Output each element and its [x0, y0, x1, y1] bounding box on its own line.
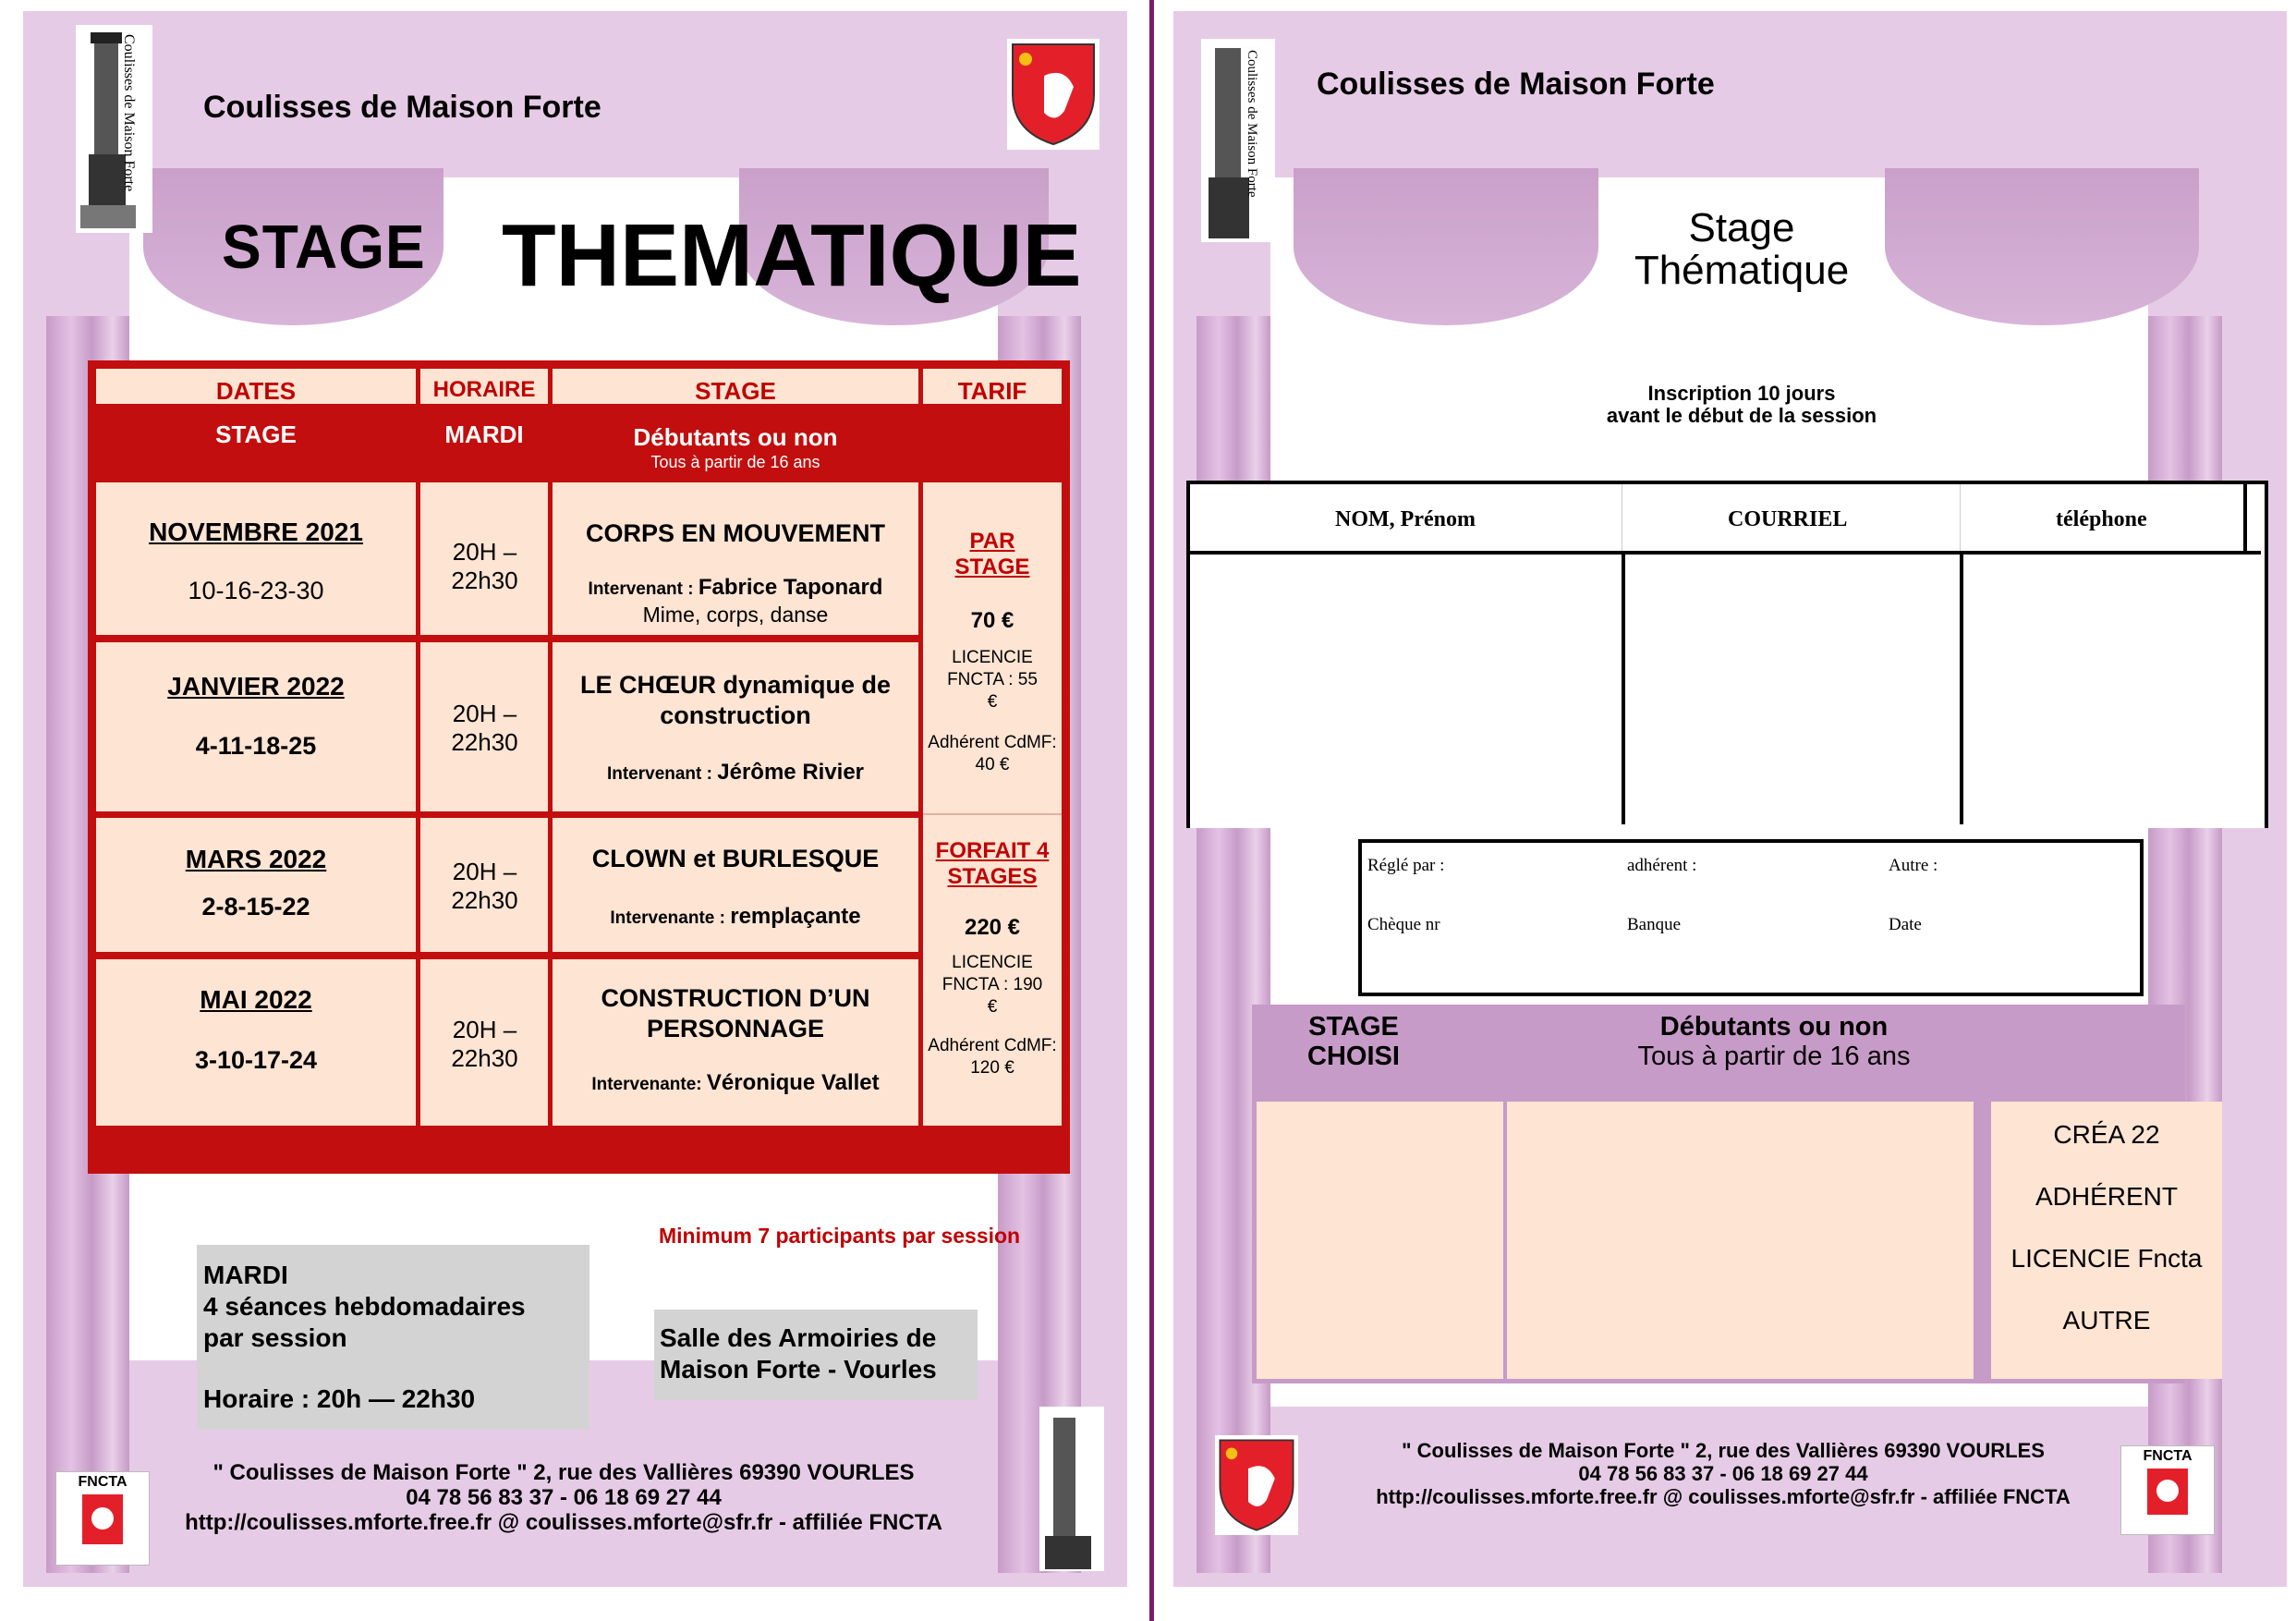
- left-drape-r: [1294, 168, 1598, 325]
- option-crea22[interactable]: CRÉA 22: [2053, 1120, 2160, 1149]
- choice-cell-stage[interactable]: [1257, 1102, 1503, 1379]
- tower-logo-r: [1201, 39, 1275, 242]
- tarif-forfait-licencie: LICENCIE FNCTA : 190 €: [941, 953, 1043, 1017]
- tarif-forfait-adherent: Adhérent CdMF: 120 €: [928, 1036, 1057, 1078]
- subheader-dates: STAGE: [215, 420, 297, 448]
- fncta-logo-icon: FNCTA: [55, 1471, 150, 1566]
- minimum-participants: Minimum 7 participants par session: [659, 1224, 1021, 1248]
- subheader-stage-note: Tous à partir de 16 ans: [650, 453, 820, 471]
- autre-label: Autre :: [1889, 856, 1938, 875]
- choice-cell-detail[interactable]: [1507, 1102, 1974, 1379]
- shield-icon: [1007, 39, 1099, 150]
- row1-intervenant: Intervenant : Fabrice Taponard: [588, 575, 883, 600]
- tarif-par-stage-licencie: LICENCIE FNCTA : 55 €: [947, 648, 1038, 712]
- date-label: Date: [1889, 915, 1922, 934]
- salle-line2: Maison Forte - Vourles: [660, 1355, 937, 1383]
- right-form: [1173, 11, 2287, 1587]
- regle-par-label: Réglé par :: [1367, 856, 1445, 875]
- tarif-forfait-price: 220 €: [964, 915, 1021, 940]
- option-autre[interactable]: AUTRE: [2062, 1306, 2151, 1335]
- header-stage: STAGE: [695, 377, 776, 405]
- row4-days: 3-10-17-24: [194, 1046, 318, 1074]
- tower-logo: [76, 25, 152, 233]
- row3-intervenant: Intervenante : remplaçante: [610, 904, 861, 929]
- left-footer: [162, 1460, 966, 1535]
- row1-extra: Mime, corps, danse: [642, 603, 829, 627]
- subheader-horaire: MARDI: [444, 420, 524, 448]
- right-drape-r: [1885, 168, 2199, 325]
- stage-choisi-label: STAGE CHOISI: [1307, 1012, 1400, 1071]
- row4-month: MAI 2022: [200, 985, 312, 1014]
- title-stage: STAGE: [222, 212, 426, 282]
- row4-stage-title: CONSTRUCTION D’UN PERSONNAGE: [601, 984, 870, 1042]
- row3-month: MARS 2022: [185, 845, 327, 873]
- page-divider: [1149, 0, 1154, 1621]
- tower-logo-bottom: [1039, 1407, 1104, 1571]
- row2-time: 20H – 22h30: [451, 700, 518, 756]
- row2-month: JANVIER 2022: [167, 672, 345, 701]
- fncta-logo-icon-r: FNCTA: [2120, 1445, 2215, 1535]
- footer-web-r: http://coulisses.mforte.free.fr @ coulisses.mforte@sfr.fr - affiliée FNCTA: [1376, 1485, 2071, 1508]
- logo-text: Coulisses de Maison Forte: [121, 34, 137, 192]
- input-nom-prenom[interactable]: [1190, 558, 1620, 824]
- row3-days: 2-8-15-22: [201, 893, 310, 920]
- salle-line1: Salle des Armoiries de: [660, 1323, 937, 1352]
- mardi-line1: MARDI: [203, 1261, 288, 1289]
- header-dates: DATES: [215, 377, 297, 405]
- col-courriel: COURRIEL: [1728, 507, 1848, 531]
- row2-stage-title: LE CHŒUR dynamique de construction: [579, 671, 892, 729]
- row4-intervenant: Intervenante: Véronique Vallet: [591, 1070, 880, 1095]
- tarif-par-stage-price: 70 €: [970, 608, 1014, 633]
- input-telephone[interactable]: [1965, 558, 2257, 824]
- tarif-par-stage-adherent: Adhérent CdMF: 40 €: [928, 733, 1057, 774]
- tarif-par-stage: PAR STAGE: [954, 529, 1030, 579]
- footer-phone: 04 78 56 83 37 - 06 18 69 27 44: [406, 1485, 722, 1510]
- header-horaire: HORAIRE: [432, 377, 536, 402]
- footer-address: " Coulisses de Maison Forte " 2, rue des Vallières 69390 VOURLES: [213, 1460, 915, 1485]
- title-thematique: THEMATIQUE: [502, 206, 1082, 305]
- input-courriel[interactable]: [1627, 558, 1958, 824]
- shield-icon-bottom: [1215, 1434, 1298, 1536]
- mardi-box: [197, 1245, 589, 1430]
- payment-box: [1358, 839, 2144, 996]
- row4-time: 20H – 22h30: [451, 1016, 518, 1072]
- mardi-line2: 4 séances hebdomadaires: [203, 1292, 526, 1321]
- form-title: [1603, 207, 1880, 292]
- org-title: Coulisses de Maison Forte: [203, 90, 601, 125]
- row1-stage-title: CORPS EN MOUVEMENT: [585, 519, 886, 547]
- org-title-r: Coulisses de Maison Forte: [1317, 67, 1715, 102]
- logo-text-r: Coulisses de Maison Forte: [1245, 50, 1259, 198]
- right-footer: [1326, 1439, 2120, 1508]
- row1-days: 10-16-23-30: [188, 577, 324, 604]
- form-title-line1: Stage: [1688, 205, 1795, 250]
- subheader-stage: Débutants ou non: [633, 423, 838, 451]
- left-flyer: [23, 11, 1127, 1587]
- row2-intervenant: Intervenant : Jérôme Rivier: [606, 760, 865, 785]
- option-licencie[interactable]: LICENCIE Fncta: [2011, 1244, 2203, 1273]
- banque-label: Banque: [1627, 915, 1682, 934]
- row1-month: NOVEMBRE 2021: [149, 518, 363, 546]
- option-adherent[interactable]: ADHÉRENT: [2035, 1182, 2178, 1211]
- row1-time: 20H – 22h30: [451, 538, 518, 594]
- form-title-line2: Thématique: [1634, 248, 1850, 293]
- choice-description: Débutants ou non Tous à partir de 16 ans: [1637, 1012, 1911, 1071]
- col-nom-prenom: NOM, Prénom: [1335, 507, 1476, 531]
- footer-phone-r: 04 78 56 83 37 - 06 18 69 27 44: [1578, 1462, 1868, 1485]
- row2-days: 4-11-18-25: [195, 732, 317, 760]
- mardi-line3: par session: [203, 1323, 347, 1352]
- inscription-note: Inscription 10 jours avant le début de la session: [1606, 382, 1877, 427]
- cheque-label: Chèque nr: [1367, 915, 1440, 934]
- row3-time: 20H – 22h30: [451, 858, 518, 914]
- tarif-forfait: FORFAIT 4 STAGES: [935, 838, 1050, 889]
- salle-box: [654, 1310, 978, 1400]
- row3-stage-title: CLOWN et BURLESQUE: [591, 845, 880, 872]
- header-tarif: TARIF: [957, 377, 1027, 405]
- footer-address-r: " Coulisses de Maison Forte " 2, rue des Vallières 69390 VOURLES: [1402, 1439, 2045, 1462]
- adherent-label: adhérent :: [1627, 856, 1697, 875]
- col-telephone: téléphone: [2056, 507, 2147, 531]
- footer-web: http://coulisses.mforte.free.fr @ coulisses.mforte@sfr.fr - affiliée FNCTA: [185, 1510, 942, 1535]
- mardi-line4: Horaire : 20h — 22h30: [203, 1384, 476, 1413]
